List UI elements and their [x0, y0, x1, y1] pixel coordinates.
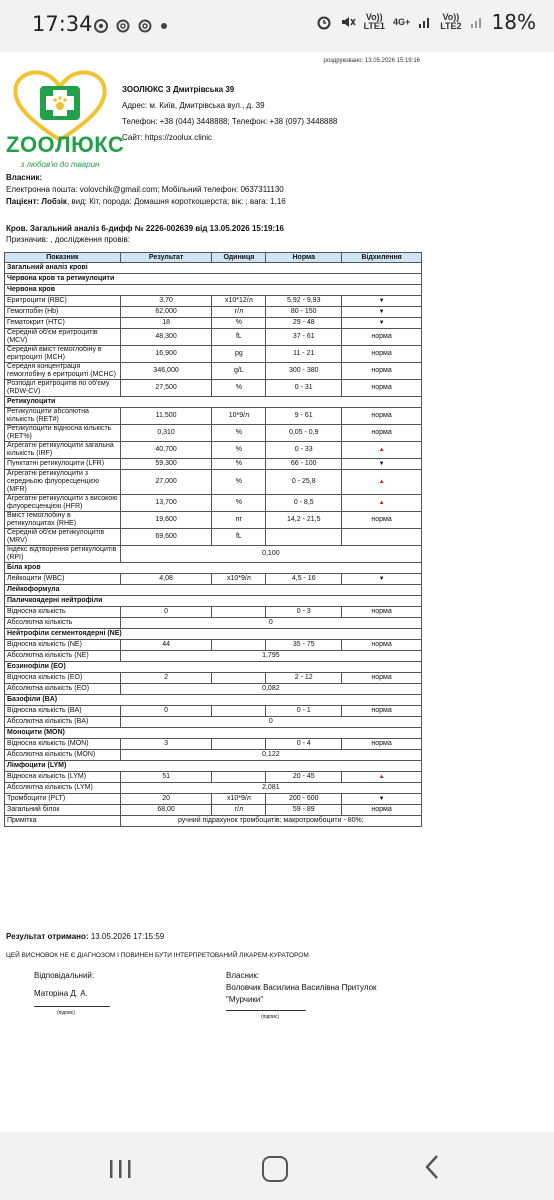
- section-label: Паличкоядерні нейтрофіли: [5, 596, 422, 607]
- parameter-name: Загальний білок: [5, 805, 121, 816]
- result-value: 2: [120, 673, 212, 684]
- table-section-header: [5, 285, 422, 296]
- arrow-down-icon: ▼: [342, 459, 422, 470]
- unit: pg: [212, 346, 266, 363]
- table-section-header: [5, 629, 422, 640]
- parameter-name: Ретикулоцити відносна кількість (RET%): [5, 425, 121, 442]
- deviation: норма: [342, 607, 422, 618]
- table-section-header: [5, 274, 422, 285]
- parameter-name: Ретикулоцити абсолютна кількість (RET#): [5, 408, 121, 425]
- clinic-info: [122, 82, 337, 146]
- deviation: [342, 529, 422, 546]
- result-value: 18: [120, 318, 212, 329]
- unit: 10*9/л: [212, 408, 266, 425]
- signature-caption: (підпис): [56, 1010, 76, 1016]
- parameter-name: Середній об'єм ретикулоцитів (MRV): [5, 529, 121, 546]
- parameter-name: Середній об'єм еритроцитів (MCV): [5, 329, 121, 346]
- section-label: Лімфоцити (LYM): [5, 761, 422, 772]
- dot-icon: [160, 22, 168, 30]
- section-label: Загальний аналіз крові: [5, 263, 422, 274]
- deviation: норма: [342, 425, 422, 442]
- unit: %: [212, 495, 266, 512]
- norm-range: 66 - 100: [266, 459, 342, 470]
- norm-range: 9 - 61: [266, 408, 342, 425]
- battery-level: 18%: [491, 10, 536, 34]
- unit: %: [212, 459, 266, 470]
- result-value: 20: [120, 794, 212, 805]
- norm-range: 11 - 21: [266, 346, 342, 363]
- parameter-name: Абсолютна кількість (LYM): [5, 783, 121, 794]
- parameter-name: Тромбоцити (PLT): [5, 794, 121, 805]
- result-value: 27,000: [120, 470, 212, 495]
- result-value: 48,300: [120, 329, 212, 346]
- clinic-site: Сайт: https://zoolux.clinic: [122, 133, 213, 142]
- parameter-name: Відносна кількість (LYM): [5, 772, 121, 783]
- section-label: Еозинофіли (EO): [5, 662, 422, 673]
- parameter-name: Еритроцити (RBC): [5, 296, 121, 307]
- unit: [212, 706, 266, 717]
- column-header: Результат: [120, 253, 212, 263]
- column-header: Норма: [266, 253, 342, 263]
- section-label: Базофіли (BA): [5, 695, 422, 706]
- alarm-icon: [316, 14, 332, 30]
- table-row: [5, 495, 422, 512]
- threads-icon: [116, 19, 130, 33]
- table-row: [5, 750, 422, 761]
- merged-value: 0,100: [120, 546, 421, 563]
- norm-range: 37 - 61: [266, 329, 342, 346]
- norm-range: 4,5 - 16: [266, 574, 342, 585]
- arrow-up-icon: ▲: [342, 442, 422, 459]
- parameter-name: Абсолютна кількість (NE): [5, 651, 121, 662]
- table-row: [5, 363, 422, 380]
- norm-range: 0 - 8,5: [266, 495, 342, 512]
- arrow-up-icon: ▲: [342, 495, 422, 512]
- deviation: норма: [342, 805, 422, 816]
- section-label: Моноцити (MON): [5, 728, 422, 739]
- unit: [212, 673, 266, 684]
- table-row: [5, 470, 422, 495]
- parameter-name: Абсолютна кількість (MON): [5, 750, 121, 761]
- table-row: [5, 574, 422, 585]
- section-label: Біла кров: [5, 563, 422, 574]
- table-row: [5, 706, 422, 717]
- result-value: 69,600: [120, 529, 212, 546]
- table-row: [5, 739, 422, 750]
- parameter-name: Абсолютна кількість (BA): [5, 717, 121, 728]
- table-row: [5, 346, 422, 363]
- norm-range: 14,2 - 21,5: [266, 512, 342, 529]
- merged-value: 0,082: [120, 684, 421, 695]
- clinic-phone: Телефон: +38 (044) 3448888; Телефон: +38 (097) 3448888: [122, 117, 338, 126]
- unit: [212, 772, 266, 783]
- merged-value: 2,081: [120, 783, 421, 794]
- result-value: 51: [120, 772, 212, 783]
- unit: %: [212, 470, 266, 495]
- table-section-header: [5, 585, 422, 596]
- norm-range: 5,92 - 9,93: [266, 296, 342, 307]
- norm-range: 0 - 1: [266, 706, 342, 717]
- table-row: [5, 717, 422, 728]
- result-value: 44: [120, 640, 212, 651]
- column-header: Одиниця: [212, 253, 266, 263]
- result-value: 0: [120, 706, 212, 717]
- owner-contacts: Електронна пошта: volovchik@gmail.com; Мобільний телефон: 0637311130: [6, 185, 284, 194]
- owner-sign-label: Власник:: [226, 971, 260, 980]
- owner-sign-block: [226, 970, 377, 1023]
- unit: [212, 607, 266, 618]
- result-value: 68,00: [120, 805, 212, 816]
- table-row: [5, 296, 422, 307]
- unit: %: [212, 318, 266, 329]
- unit: г/л: [212, 307, 266, 318]
- arrow-down-icon: ▼: [342, 574, 422, 585]
- parameter-name: Агрегатні ретикулоцити з середньою флуоресценцією (MFR): [5, 470, 121, 495]
- table-row: [5, 546, 422, 563]
- table-row: [5, 772, 422, 783]
- parameter-name: Відносна кількість (BA): [5, 706, 121, 717]
- deviation: норма: [342, 640, 422, 651]
- merged-value: 0: [120, 618, 421, 629]
- result-value: 0,310: [120, 425, 212, 442]
- table-row: [5, 329, 422, 346]
- parameter-name: Абсолютна кількість (EO): [5, 684, 121, 695]
- result-value: 16,900: [120, 346, 212, 363]
- signature-caption: (підпис): [260, 1014, 280, 1020]
- deviation: норма: [342, 380, 422, 397]
- clinic-logo: [6, 66, 125, 174]
- table-row: [5, 307, 422, 318]
- norm-range: 0,05 - 0,9: [266, 425, 342, 442]
- responsible-name: Маторіна Д. А.: [34, 989, 88, 998]
- arrow-down-icon: ▼: [342, 794, 422, 805]
- merged-value: 1,795: [120, 651, 421, 662]
- result-value: 3: [120, 739, 212, 750]
- parameter-name: Середня концентрація гемоглобіну в еритроциті (MCHC): [5, 363, 121, 380]
- table-section-header: [5, 596, 422, 607]
- clinic-address: Адрес: м. Київ, Дмитрівська вул., д. 39: [122, 101, 265, 110]
- parameter-name: Примітка: [5, 816, 121, 827]
- norm-range: 0 - 33: [266, 442, 342, 459]
- merged-value: 0,122: [120, 750, 421, 761]
- parameter-name: Гемоглобін (Hb): [5, 307, 121, 318]
- table-row: [5, 425, 422, 442]
- unit: x10*9/л: [212, 794, 266, 805]
- table-row: [5, 816, 422, 827]
- deviation: норма: [342, 673, 422, 684]
- result-value: 59,300: [120, 459, 212, 470]
- printed-timestamp: роздруковано: 13.05.2026 15:19:16: [323, 58, 420, 64]
- result-value: 0: [120, 607, 212, 618]
- net-sim1: Vo)) LTE1: [363, 12, 385, 31]
- unit: g/L: [212, 363, 266, 380]
- parameter-name: Абсолютна кількість: [5, 618, 121, 629]
- owner-sign-name2: "Мурчики": [226, 995, 264, 1004]
- table-row: [5, 673, 422, 684]
- norm-range: 59 - 89: [266, 805, 342, 816]
- navigation-bar: [0, 1132, 554, 1200]
- table-row: [5, 651, 422, 662]
- section-label: Червона кров та ретикулоцити: [5, 274, 422, 285]
- column-header: Показник: [5, 253, 121, 263]
- parameter-name: Індекс відтворення ретикулоцитів (RPI): [5, 546, 121, 563]
- norm-range: 0 - 31: [266, 380, 342, 397]
- table-row: [5, 618, 422, 629]
- merged-value: 0: [120, 717, 421, 728]
- recent-apps-icon[interactable]: [108, 1158, 132, 1180]
- unit: x10*12/л: [212, 296, 266, 307]
- disclaimer: ЦЕЙ ВИСНОВОК НЕ Є ДІАГНОЗОМ І ПОВИНЕН БУТИ ІНТЕРПРЕТОВАНИЙ ЛІКАРЕМ-КУРАТОРОМ: [6, 952, 309, 959]
- owner-sign-name1: Воловчик Василина Василівна Притулок: [226, 983, 377, 992]
- norm-range: 0 - 3: [266, 607, 342, 618]
- section-label: Ретикулоцити: [5, 397, 422, 408]
- parameter-name: Відносна кількість (NE): [5, 640, 121, 651]
- table-row: [5, 318, 422, 329]
- arrow-up-icon: ▲: [342, 470, 422, 495]
- signal-icon: [418, 15, 432, 29]
- parameter-name: Відносна кількість: [5, 607, 121, 618]
- status-time: 17:34: [32, 12, 93, 36]
- unit: %: [212, 380, 266, 397]
- parameter-name: Агрегатні ретикулоцити з високою флуоресценцією (HFR): [5, 495, 121, 512]
- deviation: норма: [342, 739, 422, 750]
- deviation: норма: [342, 329, 422, 346]
- document-page: [0, 52, 554, 1132]
- responsible-label: Відповідальний:: [34, 971, 95, 980]
- parameter-name: Середній вміст гемоглобіну в еритроциті (MCH): [5, 346, 121, 363]
- table-row: [5, 442, 422, 459]
- result-value: 346,000: [120, 363, 212, 380]
- unit: %: [212, 442, 266, 459]
- table-section-header: [5, 695, 422, 706]
- table-section-header: [5, 662, 422, 673]
- parameter-name: Розподіл еритроцитів по об'єму (RDW-CV): [5, 380, 121, 397]
- back-icon[interactable]: [424, 1154, 440, 1180]
- chrome-icon: [94, 19, 108, 33]
- norm-range: 35 - 75: [266, 640, 342, 651]
- arrow-down-icon: ▼: [342, 318, 422, 329]
- table-row: [5, 640, 422, 651]
- result-value: 11,500: [120, 408, 212, 425]
- table-row: [5, 408, 422, 425]
- deviation: норма: [342, 408, 422, 425]
- home-icon[interactable]: [262, 1156, 288, 1182]
- deviation: норма: [342, 706, 422, 717]
- unit: %: [212, 425, 266, 442]
- table-section-header: [5, 563, 422, 574]
- merged-value: ручний підрахунок тромбоцитів; макротромбоцити - 80%;: [120, 816, 421, 827]
- norm-range: 300 - 380: [266, 363, 342, 380]
- analysis-title: Кров. Загальний аналіз 6-дифф № 2226-002639 від 13.05.2026 15:19:16: [6, 224, 284, 233]
- unit: fL: [212, 329, 266, 346]
- result-value: 40,700: [120, 442, 212, 459]
- net-4g: 4G+: [392, 16, 411, 27]
- result-value: 27,500: [120, 380, 212, 397]
- column-header: Відхилення: [342, 253, 422, 263]
- norm-range: 20 - 45: [266, 772, 342, 783]
- result-value: 4,08: [120, 574, 212, 585]
- deviation: норма: [342, 512, 422, 529]
- table-row: [5, 783, 422, 794]
- table-section-header: [5, 263, 422, 274]
- result-received: Результат отримано: 13.05.2026 17:15:59: [6, 932, 165, 941]
- signal-icon: [470, 15, 484, 29]
- arrow-up-icon: ▲: [342, 772, 422, 783]
- parameter-name: Пунктатні ретикулоцити (LFR): [5, 459, 121, 470]
- deviation: норма: [342, 346, 422, 363]
- norm-range: 0 - 4: [266, 739, 342, 750]
- result-value: 3,70: [120, 296, 212, 307]
- net-sim2: Vo)) LTE2: [440, 12, 462, 31]
- norm-range: [266, 529, 342, 546]
- unit: fL: [212, 529, 266, 546]
- section-label: Лейкоформула: [5, 585, 422, 596]
- table-row: [5, 607, 422, 618]
- unit: пг: [212, 512, 266, 529]
- analysis-header: [6, 223, 284, 245]
- patient-info: Пацієнт: Лобзік, вид: Кіт, порода: Домашня короткошерста; вік: ; вага: 1,16: [6, 197, 286, 206]
- section-label: Червона кров: [5, 285, 422, 296]
- mute-icon: [340, 14, 356, 30]
- responsible-block: [34, 970, 110, 1019]
- norm-range: 2 - 12: [266, 673, 342, 684]
- arrow-down-icon: ▼: [342, 296, 422, 307]
- status-bar: [0, 0, 554, 52]
- parameter-name: Гематокрит (HTC): [5, 318, 121, 329]
- table-row: [5, 805, 422, 816]
- parameter-name: Вміст гемоглобіну в ретикулоцитах (RHE): [5, 512, 121, 529]
- table-section-header: [5, 728, 422, 739]
- result-value: 13,700: [120, 495, 212, 512]
- table-row: [5, 512, 422, 529]
- parameter-name: Відносна кількість (EO): [5, 673, 121, 684]
- table-section-header: [5, 761, 422, 772]
- deviation: норма: [342, 363, 422, 380]
- threads-icon: [138, 19, 152, 33]
- logo-tagline: з любов'ю до тварин: [20, 160, 100, 169]
- parameter-name: Агрегатні ретикулоцити загальна кількість (IRF): [5, 442, 121, 459]
- unit: x10*9/л: [212, 574, 266, 585]
- clinic-name: ЗООЛЮКС З Дмитрівська 39: [122, 85, 235, 94]
- owner-info: [6, 172, 286, 208]
- logo-brand: ZOOЛЮКС: [6, 132, 125, 157]
- unit: [212, 640, 266, 651]
- analysis-assigned: Призначив: , дослідження провів:: [6, 235, 130, 244]
- results-table: [4, 252, 422, 827]
- arrow-down-icon: ▼: [342, 307, 422, 318]
- section-label: Нейтрофіли сегментоядерні (NE): [5, 629, 422, 640]
- parameter-name: Відносна кількість (MON): [5, 739, 121, 750]
- owner-label: Власник:: [6, 173, 43, 182]
- table-section-header: [5, 397, 422, 408]
- unit: [212, 739, 266, 750]
- table-row: [5, 459, 422, 470]
- table-row: [5, 529, 422, 546]
- norm-range: 80 - 150: [266, 307, 342, 318]
- result-value: 19,600: [120, 512, 212, 529]
- table-row: [5, 794, 422, 805]
- result-value: 62,000: [120, 307, 212, 318]
- unit: г/л: [212, 805, 266, 816]
- table-row: [5, 380, 422, 397]
- norm-range: 29 - 48: [266, 318, 342, 329]
- norm-range: 0 - 25,8: [266, 470, 342, 495]
- table-row: [5, 684, 422, 695]
- parameter-name: Лейкоцити (WBC): [5, 574, 121, 585]
- norm-range: 200 - 600: [266, 794, 342, 805]
